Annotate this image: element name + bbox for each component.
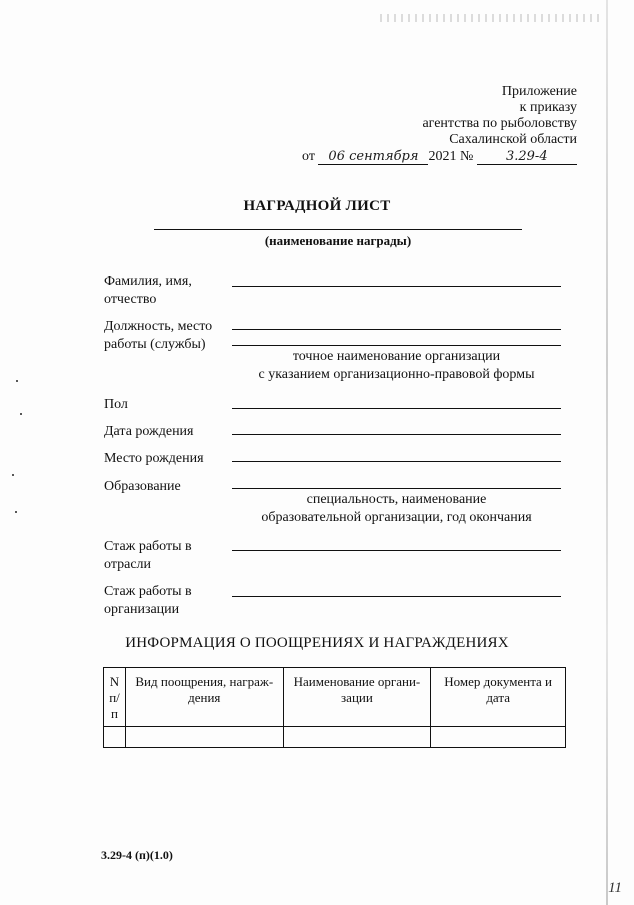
order-year: 2021 [428,149,457,164]
position-label [104,318,212,354]
education-hint-line-1: специальность, наименование [306,492,487,507]
table-cell [125,727,283,748]
awards-table [103,667,566,748]
scan-speck [16,380,18,382]
col-header-organization [283,668,431,727]
col-header-document-line-1: Номер документа и [444,674,553,689]
award-name-line [154,229,522,230]
scan-speck [15,511,17,513]
appendix-line-4: Сахалинской области [449,132,577,147]
scan-edge-shadow [606,0,608,905]
order-number-field [477,149,577,165]
appendix-line-3: агентства по рыболовству [422,116,577,131]
scan-speck [12,474,14,476]
position-label-line-2: работы (службы) [104,337,206,352]
table-cell [104,727,126,748]
position-field-line-2 [232,345,561,346]
position-label-line-1: Должность, место [104,319,213,334]
col-header-number-line-2: п/ [109,690,120,705]
table-cell [431,727,566,748]
col-header-award-type [125,668,283,727]
order-date-field [318,149,428,165]
document-title: НАГРАДНОЙ ЛИСТ [243,198,391,214]
col-header-organization-line-1: Наименование органи- [293,674,421,689]
education-label: Образование [104,479,181,494]
education-hint-line-2: образовательной организации, год окончания [261,510,532,525]
col-header-document-line-2: дата [486,690,510,705]
order-number-handwritten: 3.29-4 [505,149,548,164]
number-sign: № [459,149,474,164]
industry-experience-label [104,538,192,574]
fio-label [104,273,192,309]
education-field-line [232,488,561,489]
award-name-caption: (наименование награды) [264,233,412,248]
awards-table-header-row [104,668,566,727]
col-header-award-type-line-2: дения [188,690,221,705]
industry-experience-label-line-2: отрасли [104,557,152,572]
order-date-line [302,148,577,166]
page-number: 11 [608,880,622,896]
table-cell [283,727,431,748]
birth-date-label: Дата рождения [104,424,194,439]
org-experience-field-line [232,596,561,597]
awards-info-title: ИНФОРМАЦИЯ О ПООЩРЕНИЯХ И НАГРАЖДЕНИЯХ [125,635,509,651]
col-header-award-type-line-1: Вид поощрения, награж- [135,674,274,689]
org-experience-label [104,583,192,619]
org-experience-label-line-2: организации [104,602,180,617]
position-field-line-1 [232,329,561,330]
birth-date-field-line [232,434,561,435]
table-row [104,727,566,748]
form-code: 3.29-4 (п)(1.0) [101,848,173,862]
birth-place-field-line [232,461,561,462]
birth-place-label: Место рождения [104,451,204,466]
education-hint [232,491,561,527]
col-header-number-line-3: п [111,706,118,721]
industry-experience-label-line-1: Стаж работы в [104,539,192,554]
appendix-header [422,84,577,148]
scan-noise-top [380,14,600,22]
industry-experience-field-line [232,550,561,551]
appendix-line-2: к приказу [519,100,577,115]
col-header-organization-line-2: зации [341,690,373,705]
col-header-number-line-1: N [109,674,120,689]
col-header-number [104,668,126,727]
fio-label-line-2: отчество [104,292,157,307]
fio-label-line-1: Фамилия, имя, [104,274,192,289]
org-hint-line-2: с указанием организационно-правовой формы [258,367,535,382]
sex-field-line [232,408,561,409]
org-hint [232,348,561,384]
col-header-document [431,668,566,727]
fio-field-line [232,286,561,287]
appendix-line-1: Приложение [501,84,577,99]
scan-speck [20,413,22,415]
date-prefix: от [302,149,315,164]
order-date-handwritten: 06 сентября [328,149,419,164]
org-experience-label-line-1: Стаж работы в [104,584,192,599]
sex-label: Пол [104,397,128,412]
org-hint-line-1: точное наименование организации [292,349,501,364]
